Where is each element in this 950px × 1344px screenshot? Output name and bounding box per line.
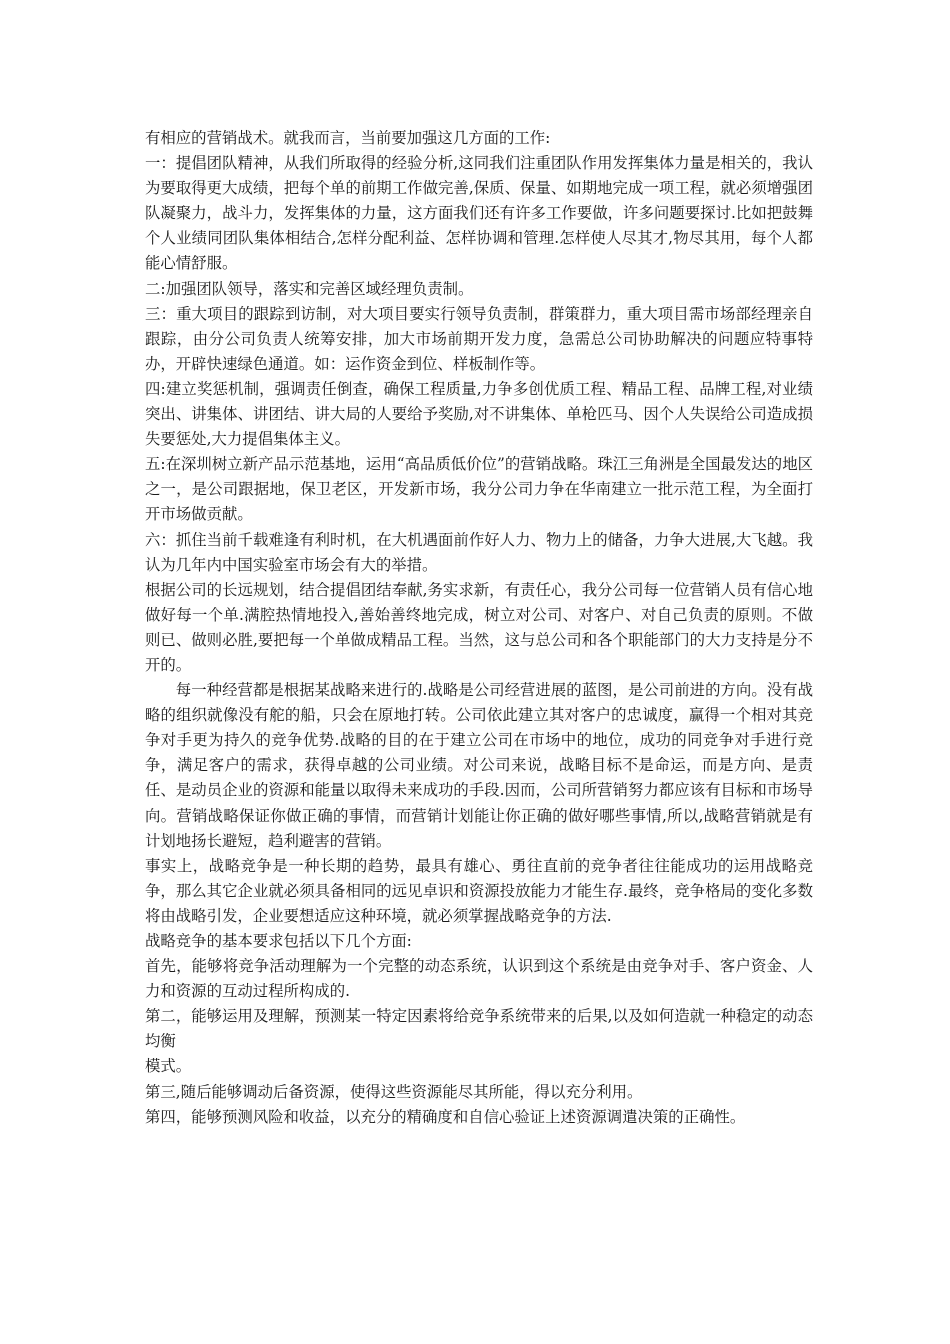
paragraph-intro: 有相应的营销战术。就我而言，当前要加强这几方面的工作: [145, 129, 551, 147]
paragraph-requirements-heading: 战略竞争的基本要求包括以下几个方面: [145, 932, 412, 950]
paragraph-strategy: 每一种经营都是根据某战略来进行的.战略是公司经营进展的蓝图，是公司前进的方向。没有战略的组织就像没有舵的船，只会在原地打转。公司依此建立其对客户的忠诚度，赢得一个相对其竞争对手更为持久的竞争优势.战略的目的在于建立公司在市场中的地位，成功的同竞争对手进行竞争，满足客户的需求，获得卓越的公司业绩。对公司来说，战略目标不是命运，而是方向、是责任、是动员企业的资源和能量以取得未来成功的手段.因而，公司所营销努力都应该有目标和市场导向。营销战略保证你做正确的事情，而营销计划能让你正确的做好哪些事情,所以,战略营销就是有计划地扬长避短，趋利避害的营销。 [145, 681, 813, 850]
paragraph-item-1: 一：提倡团队精神，从我们所取得的经验分析,这同我们注重团队作用发挥集体力量是相关的，我认为要取得更大成绩，把每个单的前期工作做完善,保质、保量、如期地完成一项工程，就必须增强团队凝聚力，战斗力，发挥集体的力量，这方面我们还有许多工作要做，许多问题要探讨.比如把鼓舞个人业绩同团队集体相结合,怎样分配利益、怎样协调和管理.怎样使人尽其才,物尽其用，每个人都能心情舒服。 [145, 154, 813, 273]
paragraph-requirement-2-cont: 模式。 [145, 1057, 192, 1076]
paragraph-item-5: 五:在深圳树立新产品示范基地，运用“高品质低价位”的营销战略。珠江三角洲是全国最发达的地区之一，是公司跟据地，保卫老区，开发新市场，我分公司力争在华南建立一批示范工程，为全面打开市场做贡献。 [145, 455, 813, 524]
paragraph-requirement-4: 第四，能够预测风险和收益，以充分的精确度和自信心验证上述资源调遣决策的正确性。 [145, 1107, 746, 1126]
paragraph-item-4: 四:建立奖惩机制，强调责任倒查，确保工程质量,力争多创优质工程、精品工程、品牌工程,对业绩突出、讲集体、讲团结、讲大局的人要给予奖励,对不讲集体、单枪匹马、因个人失误给公司造成损失要惩处,大力提倡集体主义。 [145, 379, 813, 449]
paragraph-requirement-2: 第二，能够运用及理解，预测某一特定因素将给竞争系统带来的后果,以及如何造就一种稳定的动态均衡 [145, 1007, 813, 1051]
paragraph-competition: 事实上，战略竞争是一种长期的趋势，最具有雄心、勇往直前的竞争者往往能成功的运用战略竞争，那么其它企业就必须具备相同的远见卓识和资源投放能力才能生存.最终，竞争格局的变化多数将由战略引发，企业要想适应这种环境，就必须掌握战略竞争的方法. [145, 856, 813, 925]
paragraph-item-2: 二:加强团队领导，落实和完善区域经理负责制。 [145, 279, 474, 298]
paragraph-item-6: 六：抓住当前千载难逢有利时机，在大机遇面前作好人力、物力上的储备，力争大进展,大飞越。我认为几年内中国实验室市场会有大的举措。 [145, 530, 813, 574]
paragraph-requirement-3: 第三,随后能够调动后备资源，使得这些资源能尽其所能，得以充分利用。 [145, 1082, 643, 1101]
paragraph-company-plan: 根据公司的长远规划，结合提倡团结奉献,务实求新，有责任心，我分公司每一位营销人员有信心地做好每一个单.满腔热情地投入,善始善终地完成，树立对公司、对客户、对自己负责的原则。不做则已、做则必胜,要把每一个单做成精品工程。当然，这与总公司和各个职能部门的大力支持是分不开的。 [145, 580, 813, 674]
paragraph-requirement-1: 首先，能够将竞争活动理解为一个完整的动态系统，认识到这个系统是由竞争对手、客户资金、人力和资源的互动过程所构成的. [145, 957, 813, 1001]
paragraph-item-3: 三：重大项目的跟踪到访制，对大项目要实行领导负责制，群策群力，重大项目需市场部经理亲自跟踪，由分公司负责人统筹安排，加大市场前期开发力度，急需总公司协助解决的问题应特事特办，开辟快速绿色通道。如：运作资金到位、样板制作等。 [145, 304, 813, 373]
document-body [145, 126, 813, 1130]
